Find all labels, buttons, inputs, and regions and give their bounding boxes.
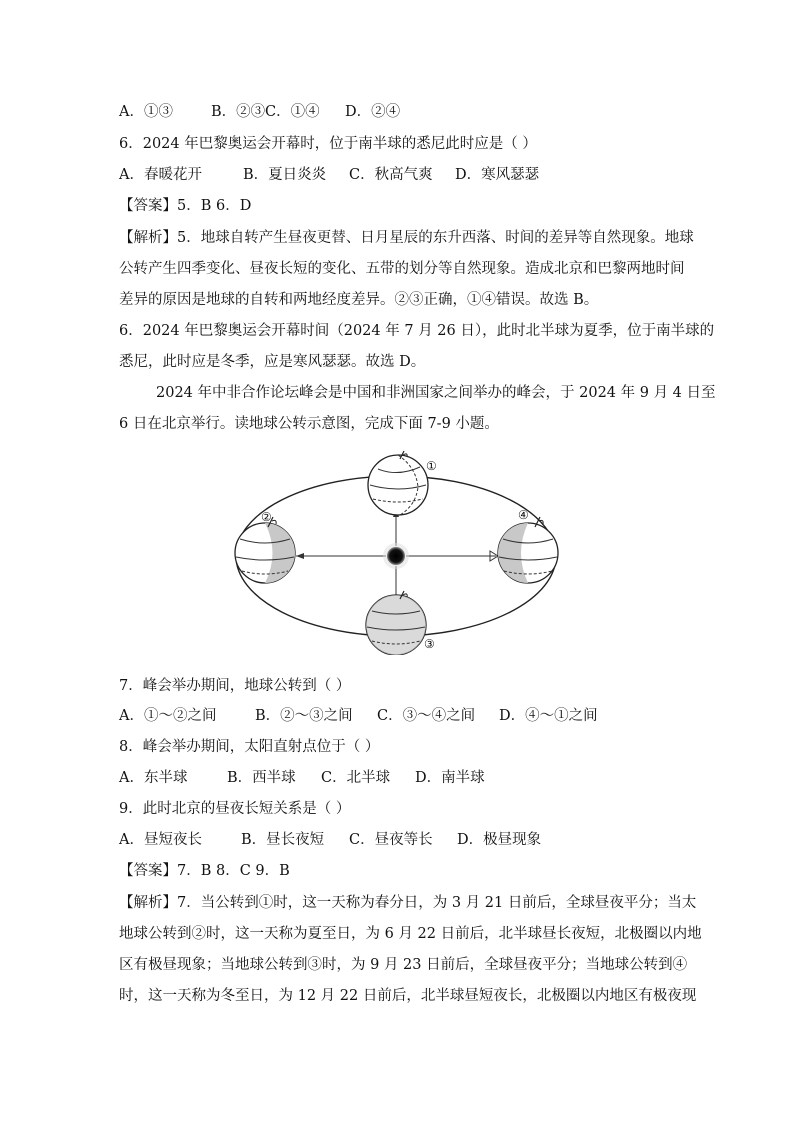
q7-option-d: D．④～①之间 xyxy=(499,708,598,724)
earth-position-2 xyxy=(235,517,295,583)
analysis-7-9-line: 地球公转到②时，这一天称为夏至日，为 6 月 22 日前后，北半球昼长夜短，北极圈以内地 xyxy=(119,926,702,942)
arrow-icon xyxy=(296,553,304,559)
q8-option-d: D．南半球 xyxy=(415,770,485,786)
earth-position-1 xyxy=(368,451,428,515)
q8-stem: 8．峰会举办期间，太阳直射点位于（ ） xyxy=(119,739,380,755)
position-label: ① xyxy=(426,459,437,473)
q6-option-d: D．寒风瑟瑟 xyxy=(455,167,540,183)
earth-position-3 xyxy=(366,591,426,655)
position-label: ② xyxy=(261,510,272,524)
analysis-5-6-line: 公转产生四季变化、昼夜长短的变化、五带的划分等自然现象。造成北京和巴黎两地时间 xyxy=(119,261,685,277)
q9-option-c: C．昼夜等长 xyxy=(349,832,433,848)
q9-option-d: D．极昼现象 xyxy=(457,832,542,848)
q6-option-a: A．春暖花开 xyxy=(119,167,202,183)
q5-options xyxy=(119,102,400,122)
q7-stem: 7．峰会举办期间，地球公转到（ ） xyxy=(119,678,351,694)
q5-option-d: D．②④ xyxy=(345,104,401,120)
analysis-5-6-line: 6．2024 年巴黎奥运会开幕时间（2024 年 7 月 26 日），此时北半球为夏季，位于南半球的 xyxy=(119,323,715,339)
q7-option-a: A．①～②之间 xyxy=(119,708,217,724)
q6-option-c: C．秋高气爽 xyxy=(349,167,433,183)
q9-options xyxy=(119,830,541,850)
position-label: ④ xyxy=(518,508,529,522)
q7-option-b: B．②～③之间 xyxy=(255,708,353,724)
intro-line: 6 日在北京举行。读地球公转示意图，完成下面 7-9 小题。 xyxy=(119,416,499,432)
q8-options xyxy=(119,768,485,788)
q5-option-a: A．①③ xyxy=(119,104,173,120)
earth-revolution-diagram xyxy=(228,447,568,655)
q7-option-c: C．③～④之间 xyxy=(377,708,476,724)
analysis-7-9-line: 【解析】7．当公转到①时，这一天称为春分日，为 3 月 21 日前后，全球昼夜平分；当太 xyxy=(119,895,697,911)
answer-7-9: 【答案】7．B 8．C 9．B xyxy=(119,863,290,879)
q8-option-b: B．西半球 xyxy=(227,770,296,786)
analysis-5-6-line: 差异的原因是地球的自转和两地经度差异。②③正确，①④错误。故选 B。 xyxy=(119,292,599,308)
q7-options xyxy=(119,706,598,726)
q9-stem: 9．此时北京的昼夜长短关系是（ ） xyxy=(119,801,351,817)
answer-5-6: 【答案】5．B 6．D xyxy=(119,198,252,214)
q5-option-b: B．②③ xyxy=(211,104,266,120)
q6-option-b: B．夏日炎炎 xyxy=(243,167,327,183)
intro-line: 2024 年中非合作论坛峰会是中国和非洲国家之间举办的峰会，于 2024 年 9 月 4 日至 xyxy=(156,385,716,401)
sun-icon xyxy=(387,547,405,565)
q9-option-a: A．昼短夜长 xyxy=(119,832,202,848)
analysis-7-9-line: 时，这一天称为冬至日，为 12 月 22 日前后，北半球昼短夜长，北极圈以内地区有极夜现 xyxy=(119,988,697,1004)
q6-options xyxy=(119,165,539,185)
earth-position-4 xyxy=(498,517,558,583)
analysis-5-6-line: 【解析】5．地球自转产生昼夜更替、日月星辰的东升西落、时间的差异等自然现象。地球 xyxy=(119,230,694,246)
q6-stem: 6．2024 年巴黎奥运会开幕时，位于南半球的悉尼此时应是（ ） xyxy=(119,136,537,152)
q5-option-c: C．①④ xyxy=(265,104,320,120)
q8-option-c: C．北半球 xyxy=(321,770,391,786)
q9-option-b: B．昼长夜短 xyxy=(241,832,325,848)
analysis-5-6-line: 悉尼，此时应是冬季，应是寒风瑟瑟。故选 D。 xyxy=(119,354,426,370)
position-label: ③ xyxy=(424,637,435,651)
q8-option-a: A．东半球 xyxy=(119,770,188,786)
analysis-7-9-line: 区有极昼现象；当地球公转到③时，为 9 月 23 日前后，全球昼夜平分；当地球公转到④ xyxy=(119,957,688,973)
